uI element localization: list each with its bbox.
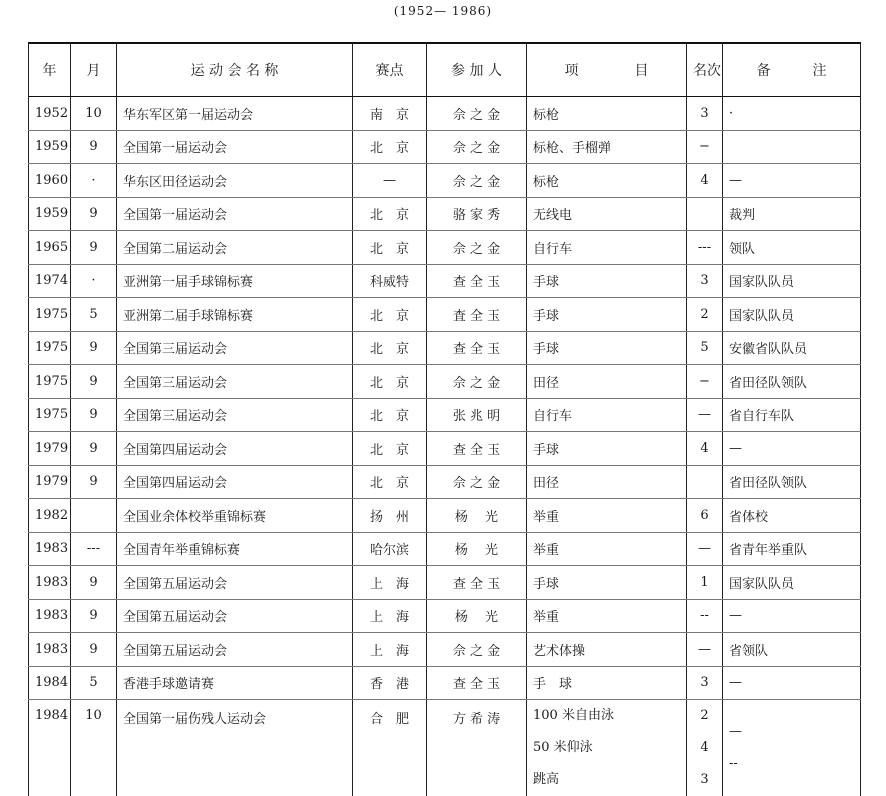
cell-year: 1979 xyxy=(29,465,71,499)
cell-item: 标枪、手榴弹 xyxy=(527,130,687,164)
header-note: 备 注 xyxy=(723,43,861,97)
cell-rank-line: 3 xyxy=(693,764,716,796)
cell-rank: 3 xyxy=(687,666,723,700)
cell-rank: 4 xyxy=(687,164,723,198)
cell-item: 田径 xyxy=(527,465,687,499)
cell-note: — xyxy=(723,164,861,198)
cell-event: 全国第二届运动会 xyxy=(117,231,353,265)
cell-month: 5 xyxy=(71,666,117,700)
cell-venue: 北 京 xyxy=(353,298,427,332)
cell-month: 9 xyxy=(71,566,117,600)
cell-rank-line: 4 xyxy=(693,732,716,764)
cell-event: 全国第五届运动会 xyxy=(117,599,353,633)
table-row xyxy=(29,331,861,365)
cell-note-line: — xyxy=(729,716,854,748)
cell-rank xyxy=(687,700,723,796)
cell-item: 田径 xyxy=(527,365,687,399)
header-rank: 名次 xyxy=(687,43,723,97)
cell-month: 9 xyxy=(71,130,117,164)
header-month: 月 xyxy=(71,43,117,97)
page-subtitle: (1952— 1986) xyxy=(0,4,886,18)
cell-year: 1975 xyxy=(29,331,71,365)
cell-year: 1982 xyxy=(29,499,71,533)
cell-year: 1959 xyxy=(29,130,71,164)
cell-rank: 3 xyxy=(687,264,723,298)
cell-month: 9 xyxy=(71,231,117,265)
cell-note xyxy=(723,700,861,796)
cell-year: 1983 xyxy=(29,633,71,667)
cell-year: 1979 xyxy=(29,432,71,466)
cell-event: 全国第一届运动会 xyxy=(117,130,353,164)
cell-event: 全国第五届运动会 xyxy=(117,566,353,600)
cell-rank xyxy=(687,465,723,499)
cell-participant: 杨 光 xyxy=(427,532,527,566)
cell-participant: 佘 之 金 xyxy=(427,231,527,265)
cell-participant: 方 希 涛 xyxy=(427,700,527,796)
cell-item: 自行车 xyxy=(527,231,687,265)
cell-year: 1983 xyxy=(29,532,71,566)
cell-venue: 北 京 xyxy=(353,197,427,231)
cell-participant: 查 全 玉 xyxy=(427,264,527,298)
table-row xyxy=(29,432,861,466)
cell-venue: 哈尔滨 xyxy=(353,532,427,566)
cell-venue: 南 京 xyxy=(353,97,427,131)
cell-month: 9 xyxy=(71,465,117,499)
cell-note: 国家队队员 xyxy=(723,566,861,600)
cell-rank: 1 xyxy=(687,566,723,600)
cell-participant: 杨 光 xyxy=(427,499,527,533)
cell-venue: 上 海 xyxy=(353,633,427,667)
table-row xyxy=(29,197,861,231)
cell-venue: 香 港 xyxy=(353,666,427,700)
cell-participant: 骆 家 秀 xyxy=(427,197,527,231)
table-row xyxy=(29,97,861,131)
cell-month: 5 xyxy=(71,298,117,332)
cell-year: 1965 xyxy=(29,231,71,265)
cell-rank: − xyxy=(687,130,723,164)
cell-participant: 佘 之 金 xyxy=(427,164,527,198)
table-row xyxy=(29,398,861,432)
cell-month: 10 xyxy=(71,97,117,131)
table-row xyxy=(29,264,861,298)
cell-item: 手球 xyxy=(527,432,687,466)
table-row xyxy=(29,130,861,164)
cell-event: 亚洲第一届手球锦标赛 xyxy=(117,264,353,298)
table-row xyxy=(29,666,861,700)
cell-participant: 杨 光 xyxy=(427,599,527,633)
cell-venue: 北 京 xyxy=(353,465,427,499)
cell-event: 全国第四届运动会 xyxy=(117,465,353,499)
cell-month: --- xyxy=(71,532,117,566)
header-item: 项 目 xyxy=(527,43,687,97)
cell-year: 1975 xyxy=(29,298,71,332)
cell-item: 标枪 xyxy=(527,97,687,131)
cell-event: 全国第四届运动会 xyxy=(117,432,353,466)
cell-rank: 3 xyxy=(687,97,723,131)
cell-item-line: 100 米自由泳 xyxy=(533,700,680,732)
cell-note: 省田径队领队 xyxy=(723,465,861,499)
cell-month: 9 xyxy=(71,599,117,633)
cell-event: 全国第三届运动会 xyxy=(117,398,353,432)
cell-month: 10 xyxy=(71,700,117,796)
cell-item: 标枪 xyxy=(527,164,687,198)
cell-year: 1983 xyxy=(29,599,71,633)
cell-venue: 合 肥 xyxy=(353,700,427,796)
cell-item: 手球 xyxy=(527,264,687,298)
header-event: 运 动 会 名 称 xyxy=(117,43,353,97)
table-row xyxy=(29,633,861,667)
cell-item-line: 跳高 xyxy=(533,764,680,796)
cell-note: 裁判 xyxy=(723,197,861,231)
cell-event: 全国第一届运动会 xyxy=(117,197,353,231)
cell-venue: 北 京 xyxy=(353,331,427,365)
cell-month: · xyxy=(71,164,117,198)
cell-month: 9 xyxy=(71,398,117,432)
cell-note-line: -- xyxy=(729,748,854,780)
header-venue: 赛点 xyxy=(353,43,427,97)
cell-month: 9 xyxy=(71,197,117,231)
cell-rank: — xyxy=(687,633,723,667)
cell-year: 1974 xyxy=(29,264,71,298)
header-year: 年 xyxy=(29,43,71,97)
cell-event: 全国第一届伤残人运动会 xyxy=(117,700,353,796)
cell-note: 领队 xyxy=(723,231,861,265)
cell-venue: 北 京 xyxy=(353,231,427,265)
cell-rank: − xyxy=(687,365,723,399)
cell-event: 华东区田径运动会 xyxy=(117,164,353,198)
cell-participant: 佘 之 金 xyxy=(427,130,527,164)
cell-year: 1975 xyxy=(29,365,71,399)
cell-rank: — xyxy=(687,398,723,432)
table-row xyxy=(29,465,861,499)
cell-venue: 北 京 xyxy=(353,130,427,164)
cell-participant: 查 全 玉 xyxy=(427,666,527,700)
cell-item-line: 50 米仰泳 xyxy=(533,732,680,764)
cell-year: 1975 xyxy=(29,398,71,432)
cell-event: 亚洲第二届手球锦标赛 xyxy=(117,298,353,332)
cell-year: 1959 xyxy=(29,197,71,231)
table-row xyxy=(29,231,861,265)
cell-participant: 佘 之 金 xyxy=(427,97,527,131)
cell-note xyxy=(723,130,861,164)
cell-rank: 2 xyxy=(687,298,723,332)
cell-participant: 査 全 玉 xyxy=(427,298,527,332)
table-row xyxy=(29,365,861,399)
cell-item: 举重 xyxy=(527,532,687,566)
cell-note: — xyxy=(723,432,861,466)
table-header-row xyxy=(29,43,861,97)
cell-participant: 查 全 玉 xyxy=(427,566,527,600)
cell-venue: 上 海 xyxy=(353,566,427,600)
cell-note: 省自行车队 xyxy=(723,398,861,432)
cell-note: — xyxy=(723,599,861,633)
cell-rank xyxy=(687,197,723,231)
cell-note: 省体校 xyxy=(723,499,861,533)
cell-venue: 扬 州 xyxy=(353,499,427,533)
cell-event: 华东军区第一届运动会 xyxy=(117,97,353,131)
cell-rank: 6 xyxy=(687,499,723,533)
cell-note: 省田径队领队 xyxy=(723,365,861,399)
cell-event: 香港手球邀请赛 xyxy=(117,666,353,700)
table-row xyxy=(29,566,861,600)
cell-month: 9 xyxy=(71,365,117,399)
cell-item: 手球 xyxy=(527,566,687,600)
cell-rank-line: 2 xyxy=(693,700,716,732)
cell-item: 手球 xyxy=(527,298,687,332)
cell-rank: -- xyxy=(687,599,723,633)
cell-year: 1960 xyxy=(29,164,71,198)
cell-event: 全国第三届运动会 xyxy=(117,331,353,365)
cell-year: 1983 xyxy=(29,566,71,600)
cell-participant: 佘 之 金 xyxy=(427,633,527,667)
cell-item: 手球 xyxy=(527,331,687,365)
cell-event: 全国青年举重锦标赛 xyxy=(117,532,353,566)
table-row xyxy=(29,164,861,198)
cell-item: 艺术体操 xyxy=(527,633,687,667)
cell-month: 9 xyxy=(71,432,117,466)
cell-month xyxy=(71,499,117,533)
cell-year: 1984 xyxy=(29,700,71,796)
cell-venue: 上 海 xyxy=(353,599,427,633)
cell-note: 国家队队员 xyxy=(723,298,861,332)
cell-rank: 5 xyxy=(687,331,723,365)
cell-item: 自行车 xyxy=(527,398,687,432)
cell-venue: 科威特 xyxy=(353,264,427,298)
cell-year: 1952 xyxy=(29,97,71,131)
cell-event: 全国业余体校举重锦标赛 xyxy=(117,499,353,533)
cell-item: 手 球 xyxy=(527,666,687,700)
sports-records-table xyxy=(28,42,861,796)
cell-item: 举重 xyxy=(527,599,687,633)
cell-venue: 北 京 xyxy=(353,365,427,399)
cell-note: 安徽省队队员 xyxy=(723,331,861,365)
cell-rank: --- xyxy=(687,231,723,265)
cell-rank: — xyxy=(687,532,723,566)
cell-venue: — xyxy=(353,164,427,198)
table-row xyxy=(29,700,861,796)
cell-month: 9 xyxy=(71,331,117,365)
cell-venue: 北 京 xyxy=(353,398,427,432)
cell-note: — xyxy=(723,666,861,700)
cell-note: 省青年举重队 xyxy=(723,532,861,566)
cell-participant: 佘 之 金 xyxy=(427,365,527,399)
cell-venue: 北 京 xyxy=(353,432,427,466)
cell-item: 举重 xyxy=(527,499,687,533)
cell-event: 全国第三届运动会 xyxy=(117,365,353,399)
table-row xyxy=(29,532,861,566)
cell-year: 1984 xyxy=(29,666,71,700)
table-row xyxy=(29,499,861,533)
table-body xyxy=(29,97,861,796)
cell-rank: 4 xyxy=(687,432,723,466)
table-row xyxy=(29,298,861,332)
cell-month: · xyxy=(71,264,117,298)
cell-participant: 查 全 玉 xyxy=(427,432,527,466)
cell-participant: 查 全 玉 xyxy=(427,331,527,365)
cell-event: 全国第五届运动会 xyxy=(117,633,353,667)
cell-item: 无线电 xyxy=(527,197,687,231)
cell-note: · xyxy=(723,97,861,131)
cell-month: 9 xyxy=(71,633,117,667)
cell-item xyxy=(527,700,687,796)
cell-participant: 佘 之 金 xyxy=(427,465,527,499)
cell-note: 国家队队员 xyxy=(723,264,861,298)
table-row xyxy=(29,599,861,633)
cell-participant: 张 兆 明 xyxy=(427,398,527,432)
header-participant: 参 加 人 xyxy=(427,43,527,97)
cell-note: 省领队 xyxy=(723,633,861,667)
